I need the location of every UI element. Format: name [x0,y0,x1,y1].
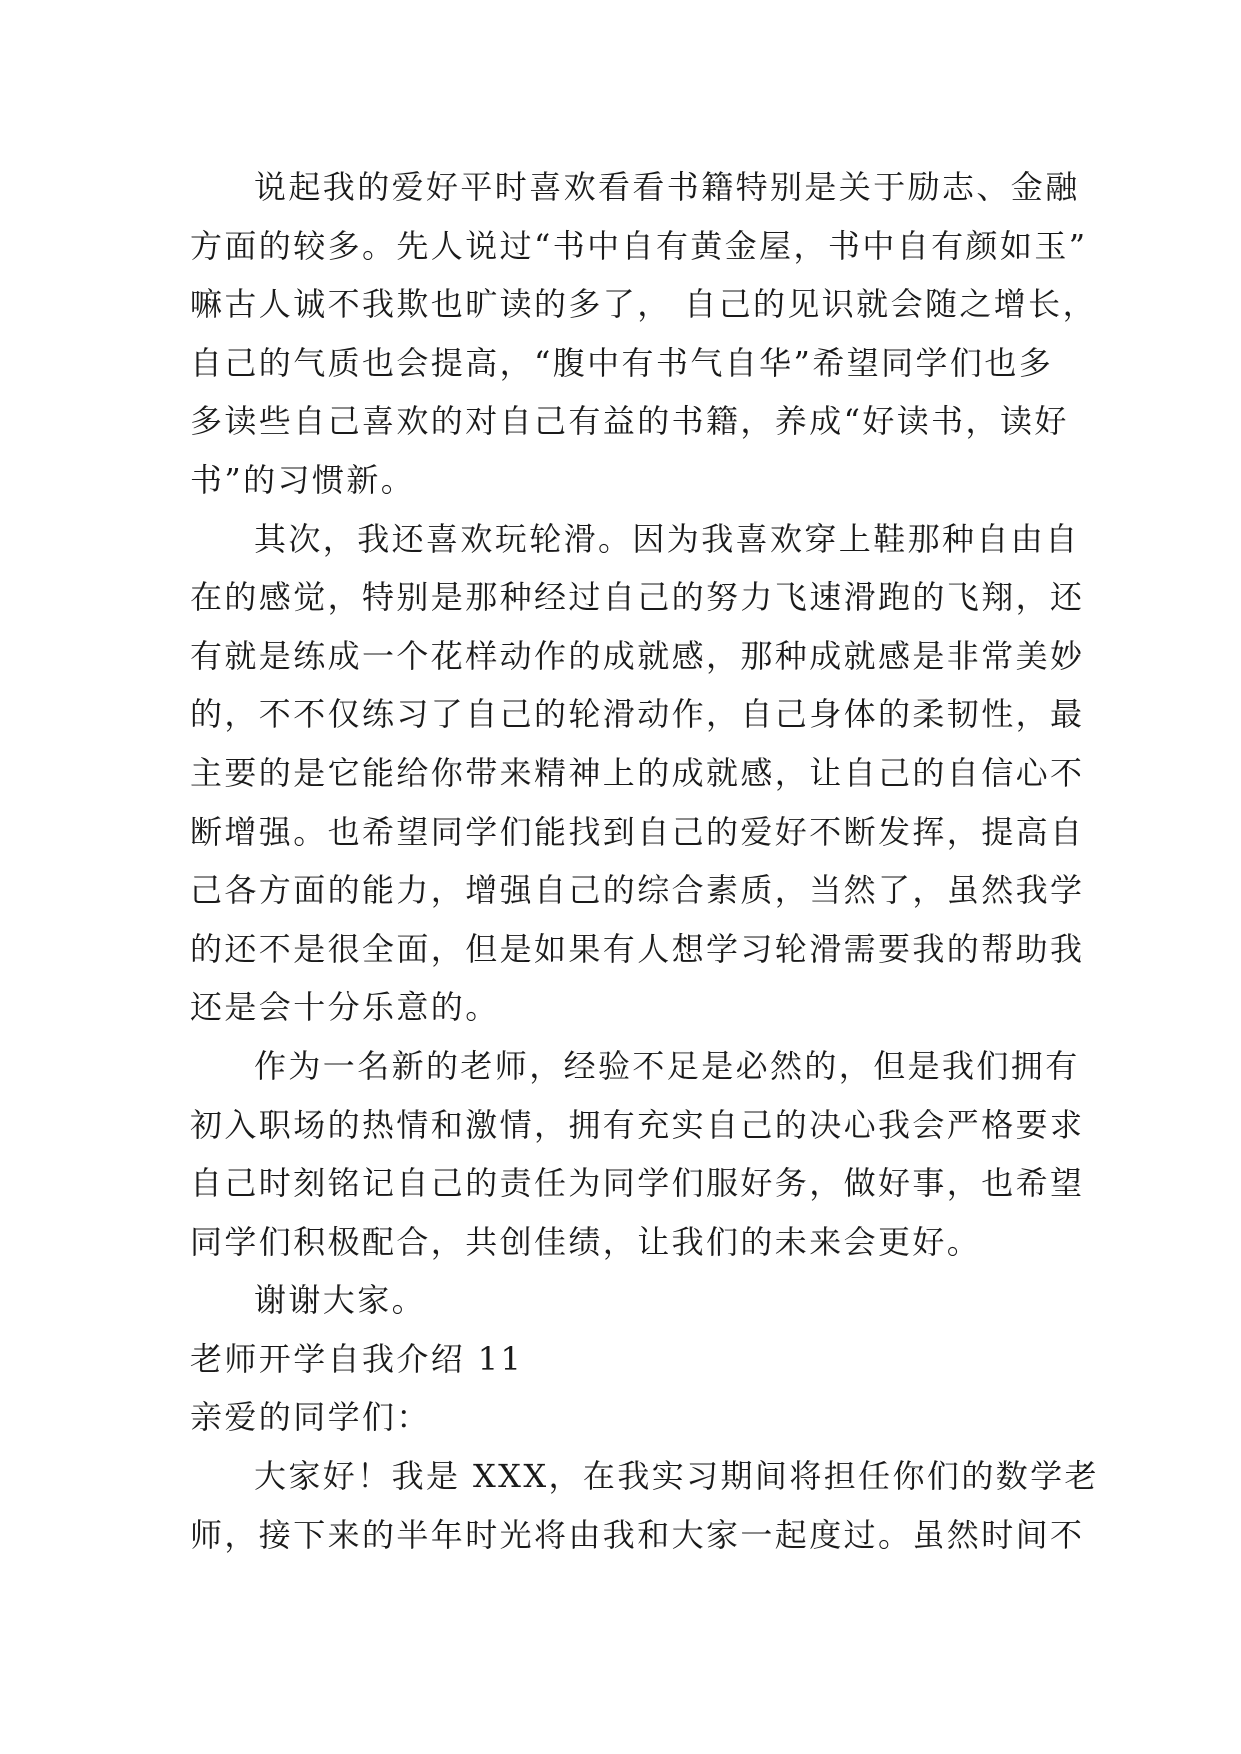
text-line: 作为一名新的老师，经验不足是必然的，但是我们拥有 [254,1046,1080,1085]
text-line: 方面的较多。先人说过“书中自有黄金屋，书中自有颜如玉” [190,226,1088,265]
salutation: 亲爱的同学们： [190,1398,431,1437]
text-line: 同学们积极配合，共创佳绩，让我们的未来会更好。 [190,1222,982,1261]
section-heading: 老师开学自我介绍 11 [190,1339,524,1378]
text-line: 师，接下来的半年时光将由我和大家一起度过。虽然时间不 [190,1515,1085,1554]
text-line: 嘛古人诚不我欺也旷读的多了， 自己的见识就会随之增长， [190,285,1097,324]
text-line: 己各方面的能力，增强自己的综合素质，当然了，虽然我学 [190,871,1085,910]
text-line: 多读些自己喜欢的对自己有益的书籍，养成“好读书，读好 [190,402,1069,441]
text-line: 断增强。也希望同学们能找到自己的爱好不断发挥，提高自 [190,812,1085,851]
text-line: 有就是练成一个花样动作的成就感，那种成就感是非常美妙 [190,636,1085,675]
text-line: 书”的习惯新。 [190,460,416,499]
text-line: 自己的气质也会提高，“腹中有书气自华”希望同学们也多 [190,343,1054,382]
text-line: 的，不不仅练习了自己的轮滑动作，自己身体的柔韧性，最 [190,695,1085,734]
text-line: 还是会十分乐意的。 [190,988,500,1027]
text-line: 主要的是它能给你带来精神上的成就感，让自己的自信心不 [190,753,1085,792]
text-line: 说起我的爱好平时喜欢看看书籍特别是关于励志、金融 [254,168,1080,206]
text-line: 其次，我还喜欢玩轮滑。因为我喜欢穿上鞋那种自由自 [254,519,1080,558]
text-line: 的还不是很全面，但是如果有人想学习轮滑需要我的帮助我 [190,929,1085,968]
text-line: 谢谢大家。 [254,1281,427,1320]
text-line: 自己时刻铭记自己的责任为同学们服好务，做好事，也希望 [190,1164,1085,1203]
document-body [190,158,1099,1564]
text-line: 大家好！我是 XXX，在我实习期间将担任你们的数学老 [254,1457,1099,1496]
text-line: 初入职场的热情和激情，拥有充实自己的决心我会严格要求 [190,1105,1085,1144]
text-line: 在的感觉，特别是那种经过自己的努力飞速滑跑的飞翔，还 [190,578,1085,617]
